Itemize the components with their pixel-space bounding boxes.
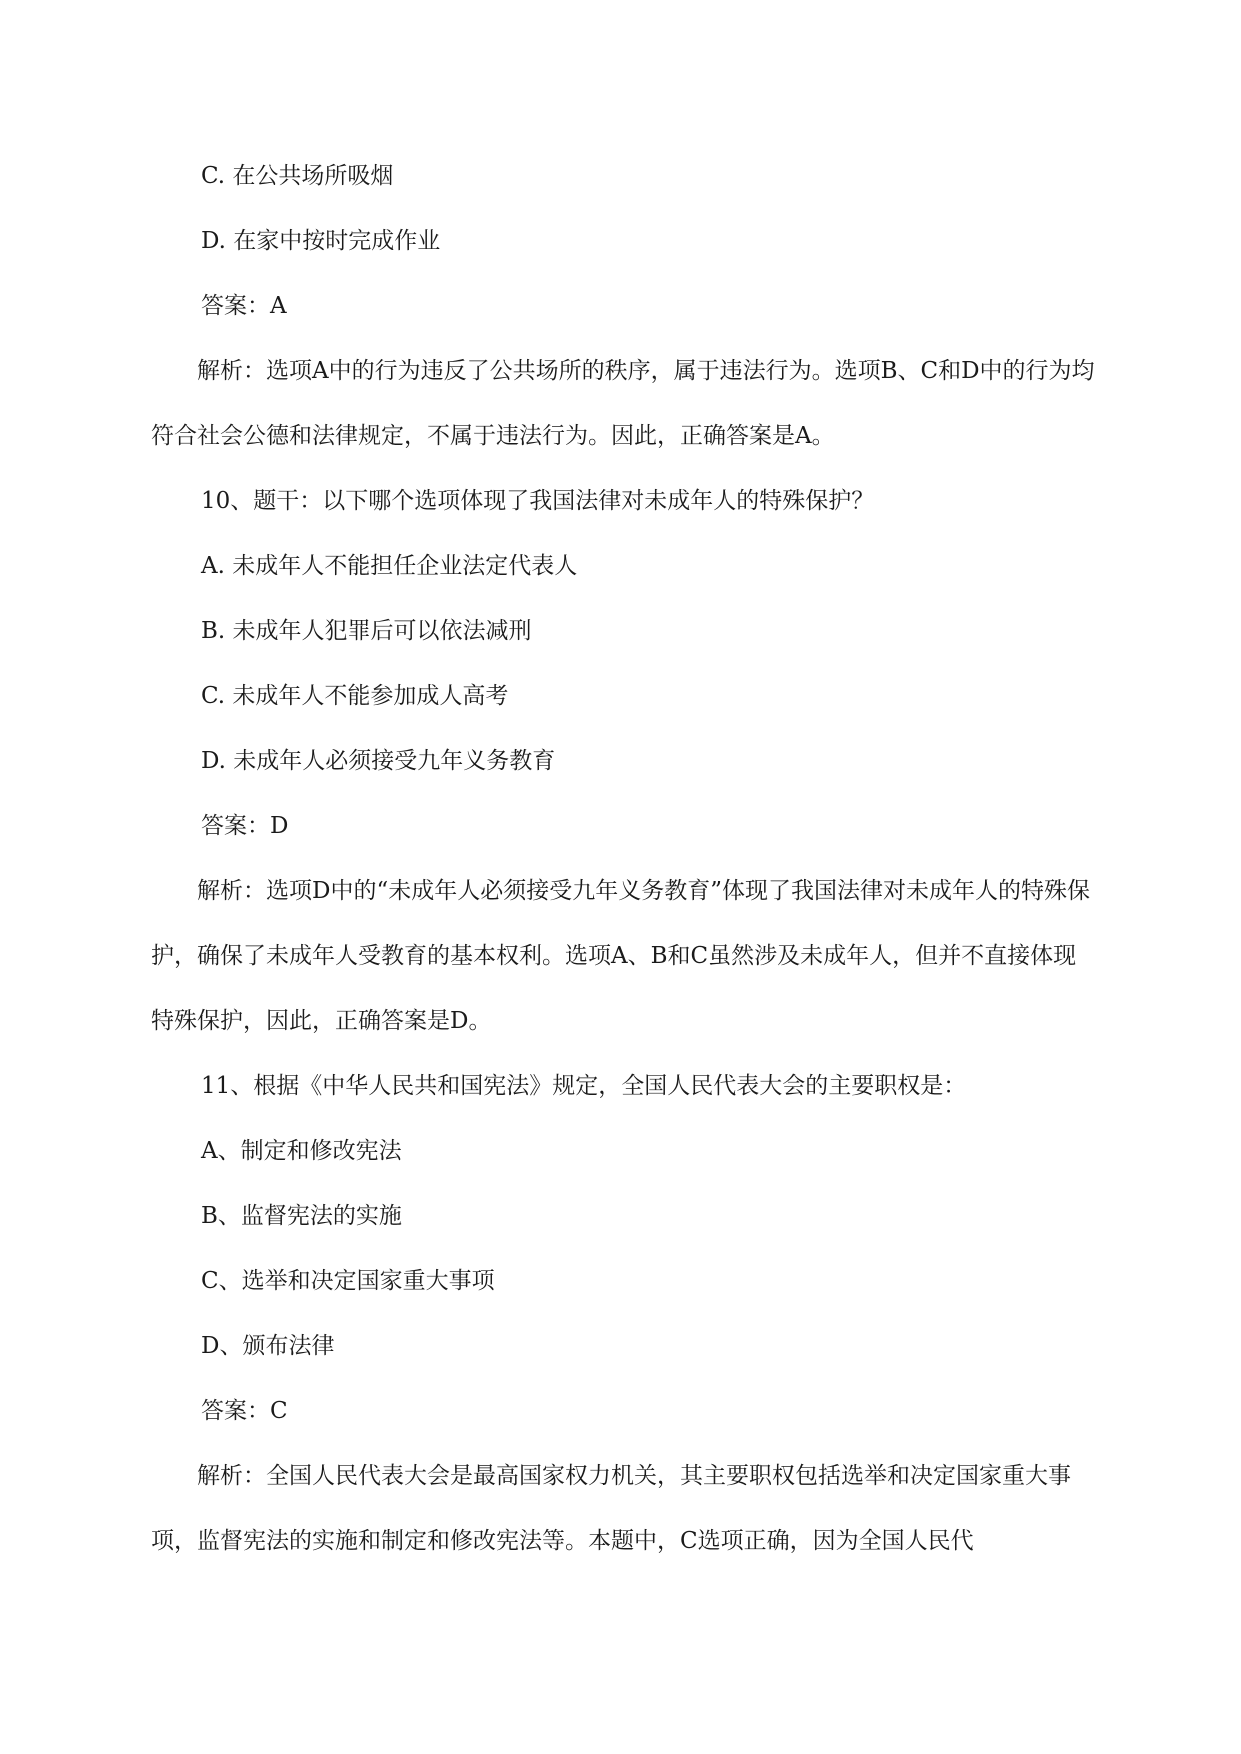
q11-analysis: 解析：全国人民代表大会是最高国家权力机关，其主要职权包括选举和决定国家重大事项，监督宪法的实施和制定和修改宪法等。本题中，C选项正确，因为全国人民代	[151, 1463, 1071, 1554]
q9-option-c: C. 在公共场所吸烟	[201, 163, 394, 189]
q11-stem: 11、根据《中华人民共和国宪法》规定，全国人民代表大会的主要职权是：	[201, 1073, 967, 1099]
q9-option-d: D. 在家中按时完成作业	[201, 228, 441, 254]
q11-answer: 答案：C	[201, 1398, 288, 1424]
q10-stem: 10、题干：以下哪个选项体现了我国法律对未成年人的特殊保护？	[201, 488, 875, 514]
q10-analysis: 解析：选项D中的“未成年人必须接受九年义务教育”体现了我国法律对未成年人的特殊保护，确保了未成年人受教育的基本权利。选项A、B和C虽然涉及未成年人，但并不直接体现特殊保护，因此，正确答案是D。	[151, 878, 1090, 1034]
q9-analysis: 解析：选项A中的行为违反了公共场所的秩序，属于违法行为。选项B、C和D中的行为均符合社会公德和法律规定，不属于违法行为。因此，正确答案是A。	[151, 358, 1095, 449]
document-body	[151, 144, 1099, 1574]
q9-answer: 答案：A	[201, 293, 287, 319]
q11-option-c: C、选举和决定国家重大事项	[201, 1268, 495, 1294]
q10-option-b: B. 未成年人犯罪后可以依法减刑	[201, 618, 532, 644]
q10-option-c: C. 未成年人不能参加成人高考	[201, 683, 509, 709]
q10-option-d: D. 未成年人必须接受九年义务教育	[201, 748, 556, 774]
q11-option-d: D、颁布法律	[201, 1333, 335, 1359]
q11-option-a: A、制定和修改宪法	[201, 1138, 402, 1164]
q10-answer: 答案：D	[201, 813, 289, 839]
q10-option-a: A. 未成年人不能担任企业法定代表人	[201, 553, 578, 579]
q11-option-b: B、监督宪法的实施	[201, 1203, 402, 1229]
